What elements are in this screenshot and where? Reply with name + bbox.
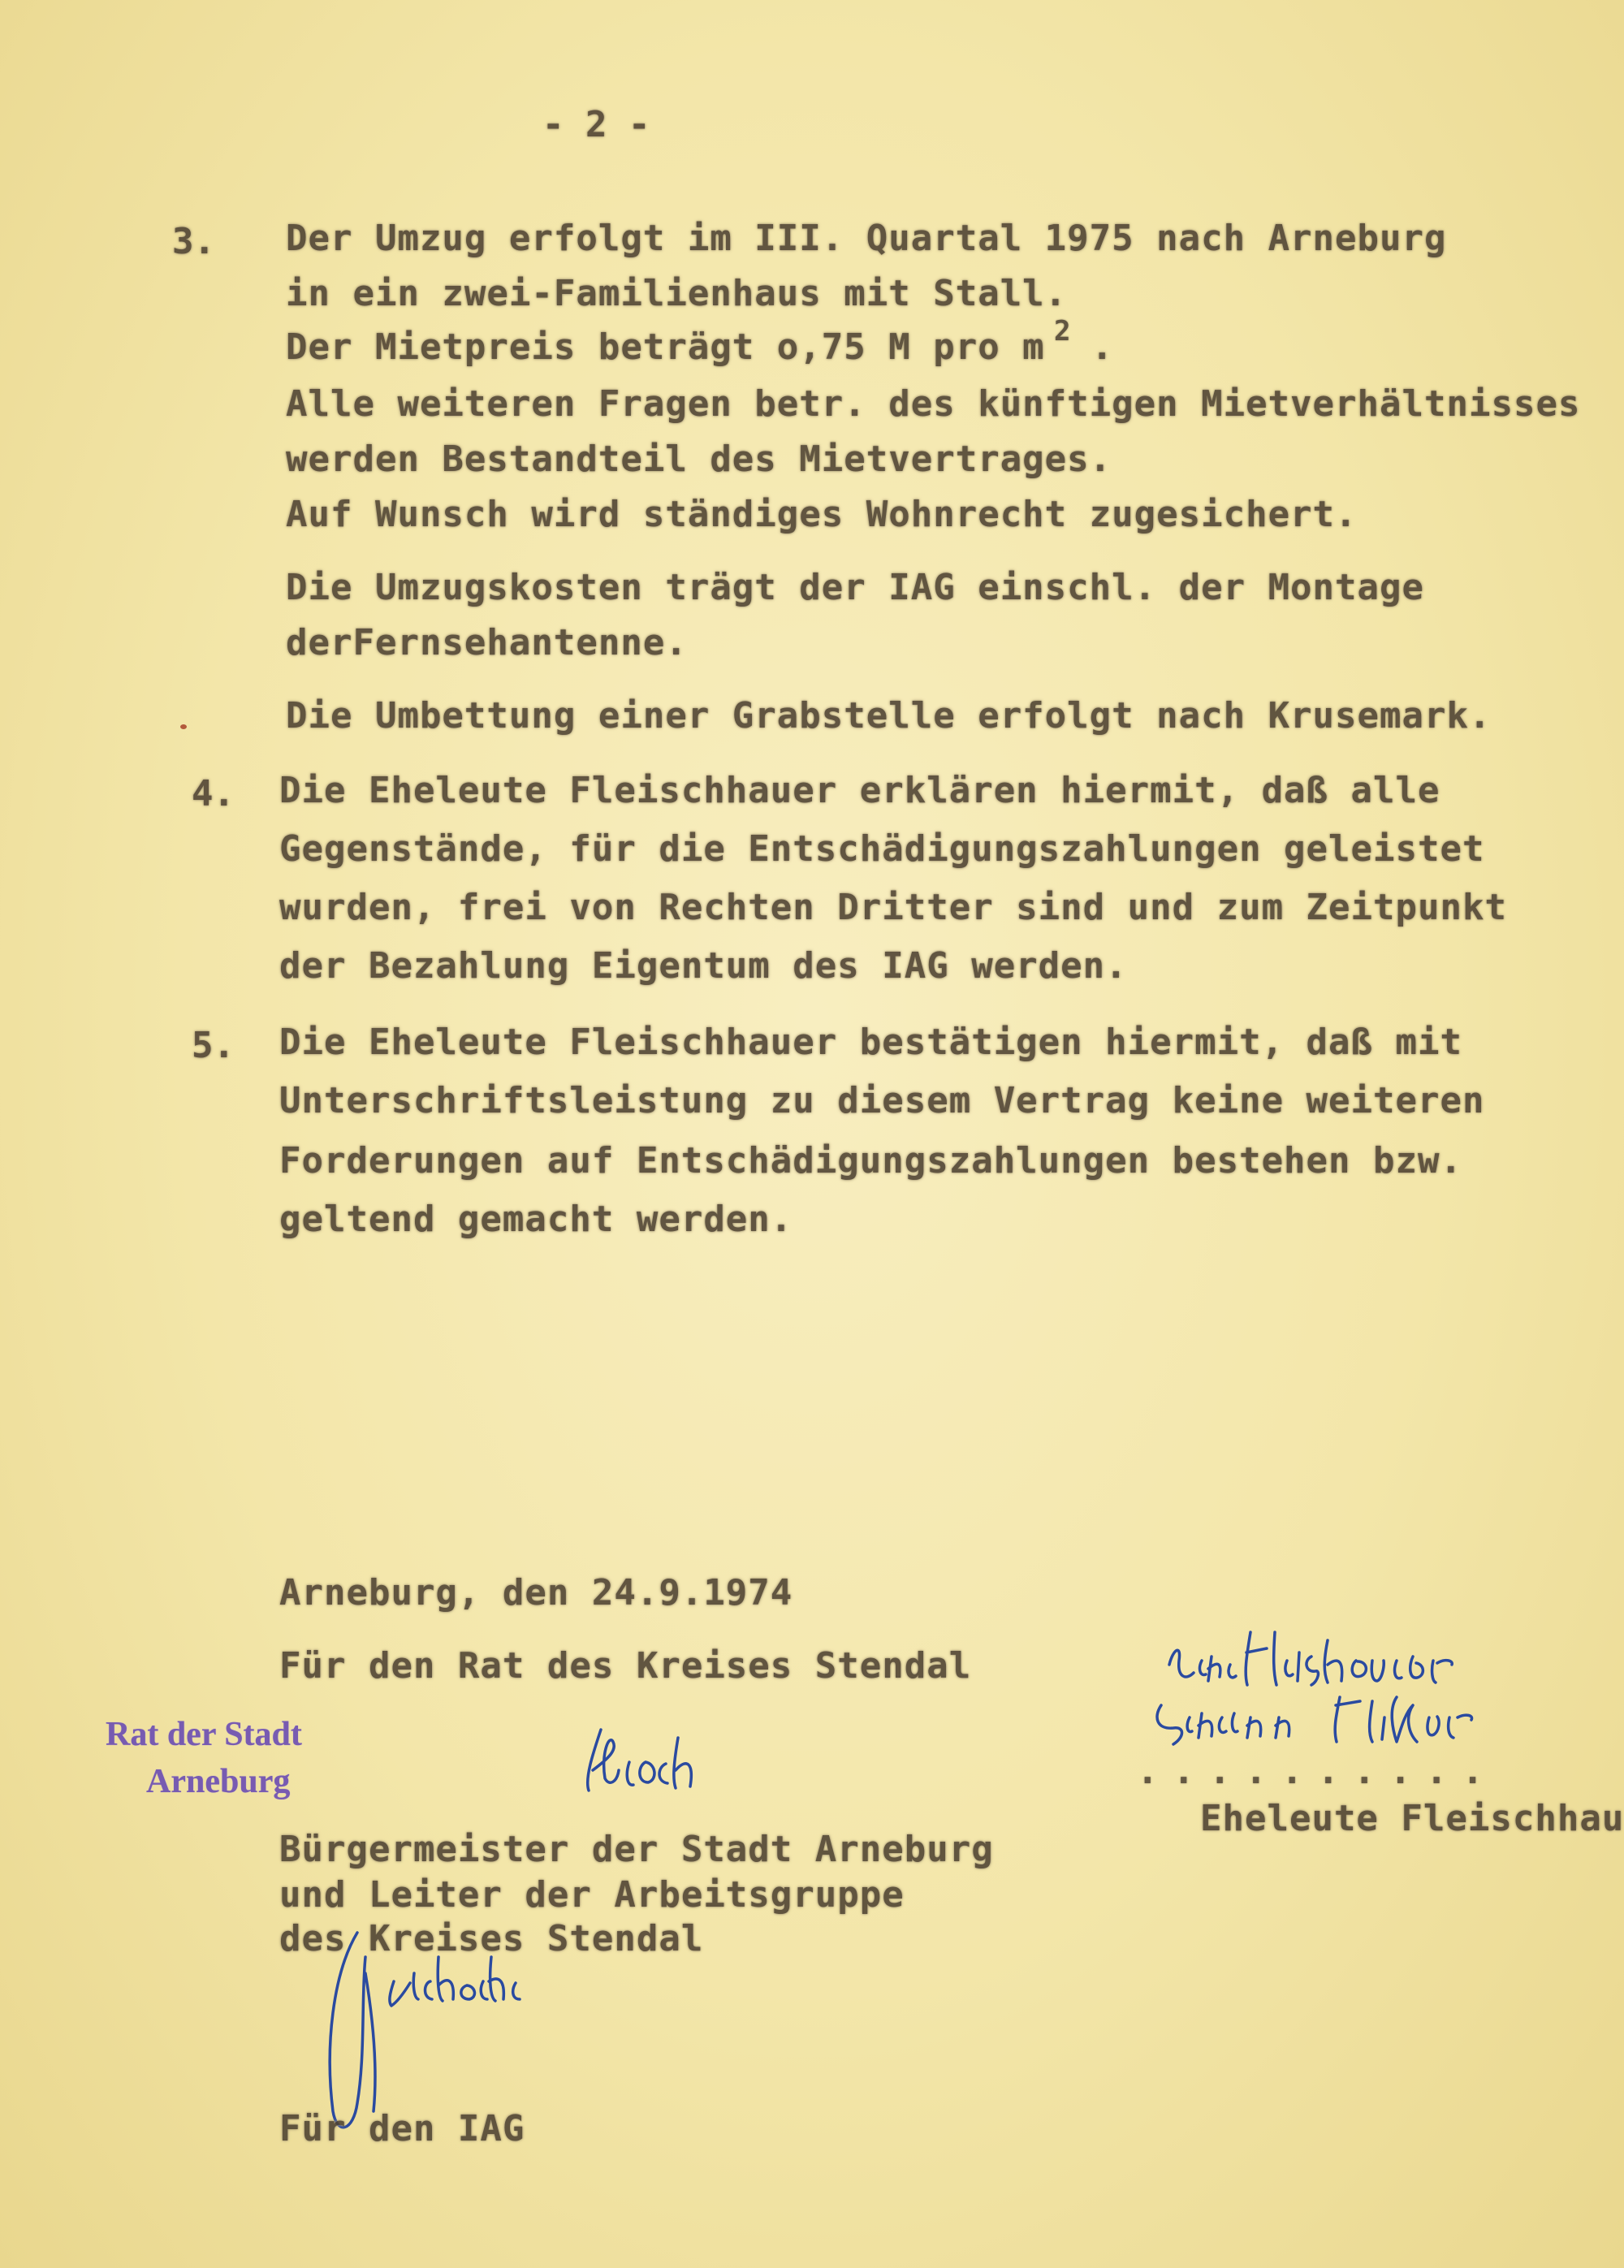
council-line: Für den Rat des Kreises Stendal — [279, 1645, 972, 1687]
section-3-line-7: Die Umzugskosten trägt der IAG einschl. der Montage — [286, 567, 1425, 608]
section-5-line-1: Die Eheleute Fleischhauer bestätigen hiermit, daß mit — [279, 1022, 1462, 1063]
mayor-title-line-3: des Kreises Stendal — [279, 1918, 704, 1959]
section-3-line-3-period: . — [1091, 326, 1114, 368]
section-4-line-4: der Bezahlung Eigentum des IAG werden. — [279, 945, 1128, 987]
section-3-line-5: werden Bestandteil des Mietvertrages. — [286, 438, 1112, 480]
section-3-line-6: Auf Wunsch wird ständiges Wohnrecht zugesichert. — [286, 494, 1358, 535]
section-3-line-4: Alle weiteren Fragen betr. des künftigen Mietverhältnisses — [286, 383, 1581, 425]
section-3-number: 3. — [172, 221, 215, 262]
section-5-line-2: Unterschriftsleistung zu diesem Vertrag keine weiteren — [279, 1080, 1485, 1121]
signature-mayor — [568, 1713, 796, 1803]
signature-dotted-line: .......... — [1137, 1751, 1498, 1792]
ink-speck — [180, 724, 187, 729]
page-number: - 2 - — [542, 104, 650, 145]
section-4-line-3: wurden, frei von Rechten Dritter sind und zum Zeitpunkt — [279, 887, 1507, 928]
spouses-label: Eheleute Fleischhau — [1200, 1798, 1624, 1839]
mayor-title-line-2: und Leiter der Arbeitsgruppe — [279, 1874, 905, 1916]
section-5-line-3: Forderungen auf Entschädigungszahlungen bestehen bzw. — [279, 1140, 1462, 1182]
section-4-line-2: Gegenstände, für die Entschädigungszahlungen geleistet — [279, 828, 1485, 870]
section-5-line-4: geltend gemacht werden. — [279, 1199, 793, 1240]
section-3-line-3: Der Mietpreis beträgt o,75 M pro m — [286, 326, 1045, 368]
section-3-line-2: in ein zwei-Familienhaus mit Stall. — [286, 273, 1068, 314]
signature-husband — [1145, 1681, 1624, 1754]
section-4-line-1: Die Eheleute Fleischhauer erklären hiermit, daß alle — [279, 770, 1440, 811]
stamp-line-1: Rat der Stadt — [106, 1716, 302, 1753]
section-3-line-8: derFernsehantenne. — [286, 622, 688, 663]
place-date: Arneburg, den 24.9.1974 — [279, 1572, 793, 1614]
section-4-number: 4. — [192, 773, 235, 814]
mayor-title-line-1: Bürgermeister der Stadt Arneburg — [279, 1829, 994, 1870]
section-3-line-9: Die Umbettung einer Grabstelle erfolgt nach Krusemark. — [286, 695, 1492, 737]
stamp-line-2: Arneburg — [146, 1763, 291, 1800]
iag-line: Für den IAG — [279, 2108, 525, 2149]
section-3-line-1: Der Umzug erfolgt im III. Quartal 1975 nach Arneburg — [286, 218, 1447, 259]
superscript-2: 2 — [1054, 315, 1071, 348]
section-5-number: 5. — [192, 1025, 235, 1066]
